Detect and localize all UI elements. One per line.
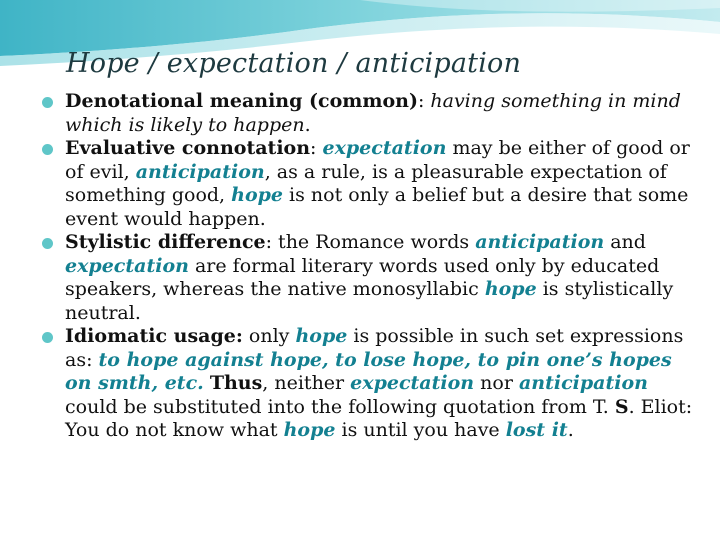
point-term: Denotational meaning (common) [65,90,418,112]
bullet-dot-icon [42,332,53,343]
keyword: anticipation [135,160,265,183]
point-term: Stylistic difference [65,231,266,253]
keyword: expectation [350,372,475,394]
list-item: Idiomatic usage: only hope is possible in such set expressions as: to hope against hope, to lose hope, to pin one’s hopes on smth, etc. Thus, neither expectation nor anticipation could be substituted into the following quotation from T. S. Eliot: You do not know what hope is until you have lost it. [42,325,702,443]
slide-title: Hope / expectation / anticipation [66,48,522,79]
keyword: hope [231,184,283,206]
point-definition: having something in mind which is likely to happen [65,90,681,136]
point-term: Evaluative connotation [65,137,311,159]
keyword: expectation [322,137,447,159]
list-item: Denotational meaning (common): having something in mind which is likely to happen. [42,90,702,137]
keyword: anticipation [518,372,648,394]
bullet-dot-icon [42,144,53,155]
bullet-dot-icon [42,97,53,108]
keyword: lost it [505,419,568,441]
bullet-list [42,90,702,443]
list-item: Stylistic difference: the Romance words anticipation and expectation are formal literary words used only by educated speakers, whereas the native monosyllabic hope is stylistically neutral. [42,231,702,325]
list-item: Evaluative connotation: expectation may be either of good or of evil, anticipation, as a rule, is a pleasurable expectation of something good, hope is not only a belief but a desire that some event would happen. [42,137,702,231]
keyword: to hope against hope, to lose hope, to pin one’s hopes on smth, etc. [65,348,672,394]
keyword: anticipation [475,231,605,253]
keyword: expectation [65,254,189,277]
keyword: hope [295,325,348,347]
keyword: hope [484,278,537,300]
keyword: hope [283,419,336,441]
point-term: Idiomatic usage: [65,325,243,347]
bullet-dot-icon [42,238,53,249]
